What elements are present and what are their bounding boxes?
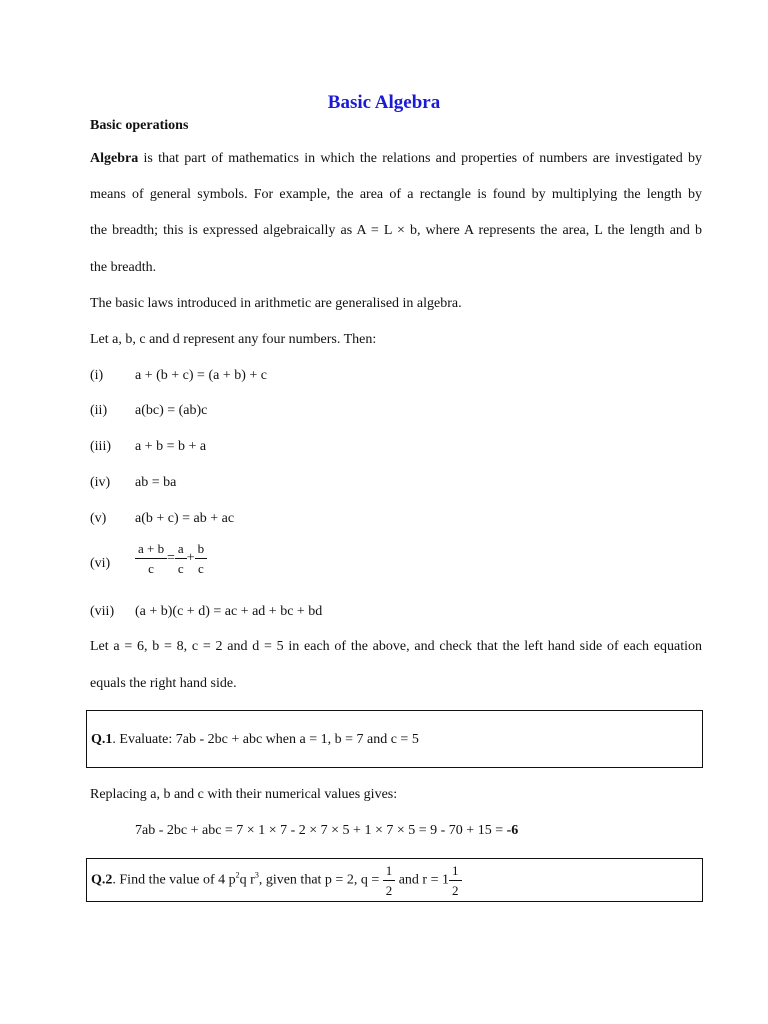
fraction	[195, 541, 208, 576]
page-title: Basic Algebra	[327, 92, 441, 113]
fraction-numerator: a	[175, 541, 187, 559]
intro-line-3: the breadth; this is expressed algebraically as A = L × b, where A represents the area, L the length and b	[90, 223, 702, 238]
fraction-denominator: 2	[452, 883, 459, 898]
fraction-numerator: 1	[383, 863, 396, 881]
question-2-text-a: . Find the value of	[112, 872, 219, 888]
fraction-numerator: 1	[449, 863, 462, 881]
fraction	[175, 541, 187, 576]
law-expression: a(bc) = (ab)c	[135, 403, 208, 418]
law-expression: ab = ba	[135, 475, 177, 490]
fraction-denominator: c	[177, 561, 184, 576]
question-1-text: . Evaluate: 7ab - 2bc + abc when a = 1, b = 7 and c = 5	[112, 732, 419, 747]
law-expression: a(b + c) = ab + ac	[135, 511, 235, 526]
algebra-term: Algebra	[90, 151, 139, 166]
intro-line-1-text: is that part of mathematics in which the relations and properties of numbers are investigated by	[138, 151, 702, 166]
question-2-box	[86, 858, 703, 902]
solution-expression: 7ab - 2bc + abc = 7 × 1 × 7 - 2 × 7 × 5 + 1 × 7 × 5 = 9 - 70 + 15 =	[135, 823, 507, 838]
solution-line	[135, 822, 518, 840]
intro-line-4: the breadth.	[90, 260, 157, 275]
p-exponent: 2	[235, 870, 240, 880]
fraction-denominator: c	[197, 561, 204, 576]
question-2-text-c: and r = 1	[395, 872, 449, 888]
question-1-label: Q.1	[91, 732, 113, 747]
let-line: Let a, b, c and d represent any four numbers. Then:	[90, 332, 377, 347]
fraction-denominator: c	[148, 561, 154, 576]
check-line-2: equals the right hand side.	[90, 676, 237, 691]
fraction-numerator: b	[195, 541, 208, 559]
law-expression: (a + b)(c + d) = ac + ad + bc + bd	[135, 604, 323, 619]
law-fraction-expression	[135, 541, 207, 576]
plus-sign: +	[186, 550, 195, 566]
solution-answer: -6	[506, 823, 519, 838]
law-number: (i)	[90, 368, 104, 383]
expression-q: q	[239, 872, 247, 888]
fraction	[135, 541, 167, 576]
fraction-denominator: 2	[385, 883, 393, 898]
replacing-line: Replacing a, b and c with their numerical values gives:	[90, 787, 398, 802]
section-heading: Basic operations	[90, 118, 189, 133]
laws-intro: The basic laws introduced in arithmetic are generalised in algebra.	[90, 296, 462, 311]
q-fraction	[383, 863, 396, 898]
law-expression: a + (b + c) = (a + b) + c	[135, 368, 267, 383]
r-fraction	[449, 863, 462, 898]
r-exponent: 3	[254, 870, 259, 880]
intro-line-1	[90, 150, 702, 168]
question-2	[91, 863, 462, 898]
law-expression: a + b = b + a	[135, 439, 207, 454]
question-1	[91, 732, 419, 748]
law-number: (ii)	[90, 403, 108, 418]
question-2-text-b: , given that p = 2, q =	[258, 872, 383, 888]
question-2-label: Q.2	[91, 872, 113, 888]
question-1-box	[86, 710, 703, 768]
intro-line-2: means of general symbols. For example, the area of a rectangle is found by multiplying the length by	[90, 187, 702, 202]
check-line-1: Let a = 6, b = 8, c = 2 and d = 5 in each of the above, and check that the left hand side of each equation	[90, 639, 702, 654]
fraction-numerator: a + b	[135, 541, 167, 559]
equals-sign: =	[167, 550, 175, 566]
expression-r: r	[250, 872, 255, 888]
expression-coefficient: 4	[218, 872, 226, 888]
law-number: (iii)	[90, 439, 111, 454]
law-number: (vi)	[90, 556, 111, 571]
law-number: (v)	[90, 511, 107, 526]
law-number: (iv)	[90, 475, 111, 490]
law-number: (vii)	[90, 604, 115, 619]
expression-p: p	[228, 872, 236, 888]
